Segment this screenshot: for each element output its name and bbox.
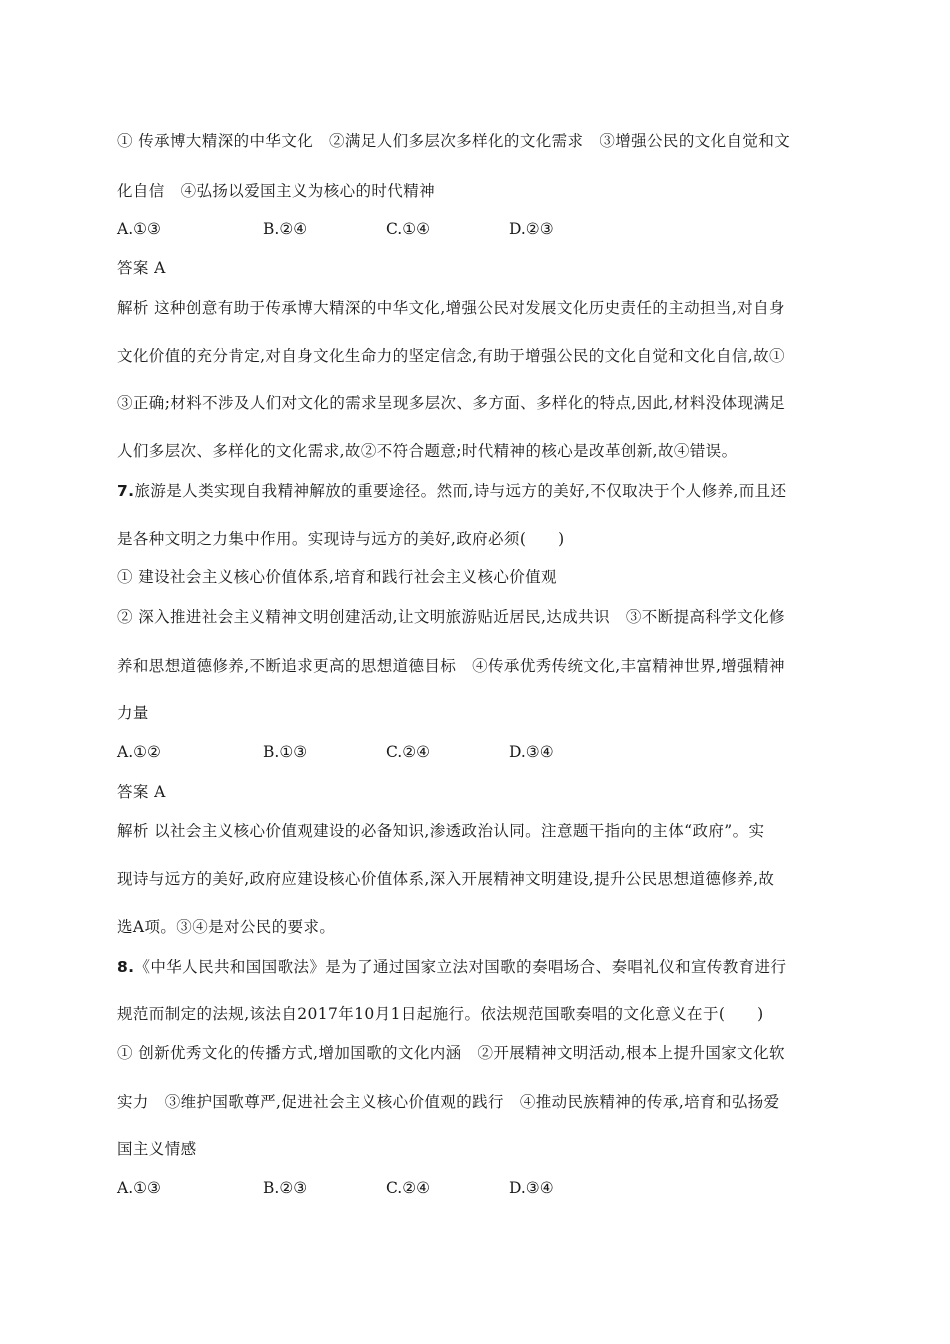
q6-option-d: D.②③ [509,220,554,238]
q8-choice-line-2: 实力 ③维护国歌尊严,促进社会主义核心价值观的践行 ④推动民族精神的传承,培育和弘扬爱 [117,1093,780,1111]
q7-analysis-line-3: 选A项。③④是对公民的要求。 [117,918,336,936]
q7-choice-line-4: 力量 [117,704,149,722]
q8-choice-line-1: ① 创新优秀文化的传播方式,增加国歌的文化内涵 ②开展精神文明活动,根本上提升国家文化软 [117,1044,785,1062]
q7-choice-line-1: ① 建设社会主义核心价值体系,培育和践行社会主义核心价值观 [117,568,557,586]
q7-analysis-line-1: 解析 以社会主义核心价值观建设的必备知识,渗透政治认同。注意题干指向的主体“政府”。实 [117,822,765,840]
q8-option-d: D.③④ [509,1179,554,1197]
q6-analysis-line-4: 人们多层次、多样化的文化需求,故②不符合题意;时代精神的核心是改革创新,故④错误。 [117,442,738,460]
q6-analysis-line-1: 解析 这种创意有助于传承博大精深的中华文化,增强公民对发展文化历史责任的主动担当,对自身 [117,299,785,317]
q8-stem-line-1 [117,957,786,977]
q7-answer: 答案 A [117,783,166,801]
q6-analysis-line-2: 文化价值的充分肯定,对自身文化生命力的坚定信念,有助于增强公民的文化自觉和文化自信,故① [117,347,785,365]
q8-choice-line-3: 国主义情感 [117,1140,197,1158]
q7-stem-line-2: 是各种文明之力集中作用。实现诗与远方的美好,政府必须( ) [117,530,565,548]
q6-option-b: B.②④ [263,220,308,238]
q6-stem-line-1: ① 传承博大精深的中华文化 ②满足人们多层次多样化的文化需求 ③增强公民的文化自觉和文 [117,132,791,150]
q8-option-b: B.②③ [263,1179,308,1197]
q7-choice-line-3: 养和思想道德修养,不断追求更高的思想道德目标 ④传承优秀传统文化,丰富精神世界,增强精神 [117,657,785,675]
q7-stem-line-1 [117,481,786,501]
q6-option-c: C.①④ [386,220,431,238]
q7-option-a: A.①② [117,743,161,761]
q6-stem-line-2: 化自信 ④弘扬以爱国主义为核心的时代精神 [117,182,436,200]
q8-stem-line-2: 规范而制定的法规,该法自2017年10月1日起施行。依法规范国歌奏唱的文化意义在于( ) [117,1005,764,1023]
q8-option-a: A.①③ [117,1179,161,1197]
q6-answer: 答案 A [117,259,166,277]
q8-stem-text: 《中华人民共和国国歌法》是为了通过国家立法对国歌的奏唱场合、奏唱礼仪和宣传教育进行 [134,958,787,976]
q7-option-b: B.①③ [263,743,308,761]
q7-stem-text: 旅游是人类实现自我精神解放的重要途径。然而,诗与远方的美好,不仅取决于个人修养,而且还 [134,482,787,500]
q8-option-c: C.②④ [386,1179,431,1197]
q7-analysis-line-2: 现诗与远方的美好,政府应建设核心价值体系,深入开展精神文明建设,提升公民思想道德修养,故 [117,870,775,888]
q7-number: 7. [117,482,135,500]
q8-number: 8. [117,958,135,976]
q7-option-d: D.③④ [509,743,554,761]
q7-choice-line-2: ② 深入推进社会主义精神文明创建活动,让文明旅游贴近居民,达成共识 ③不断提高科学文化修 [117,608,785,626]
q7-option-c: C.②④ [386,743,431,761]
q6-analysis-line-3: ③正确;材料不涉及人们对文化的需求呈现多层次、多方面、多样化的特点,因此,材料没体现满足 [117,394,786,412]
q6-option-a: A.①③ [117,220,161,238]
